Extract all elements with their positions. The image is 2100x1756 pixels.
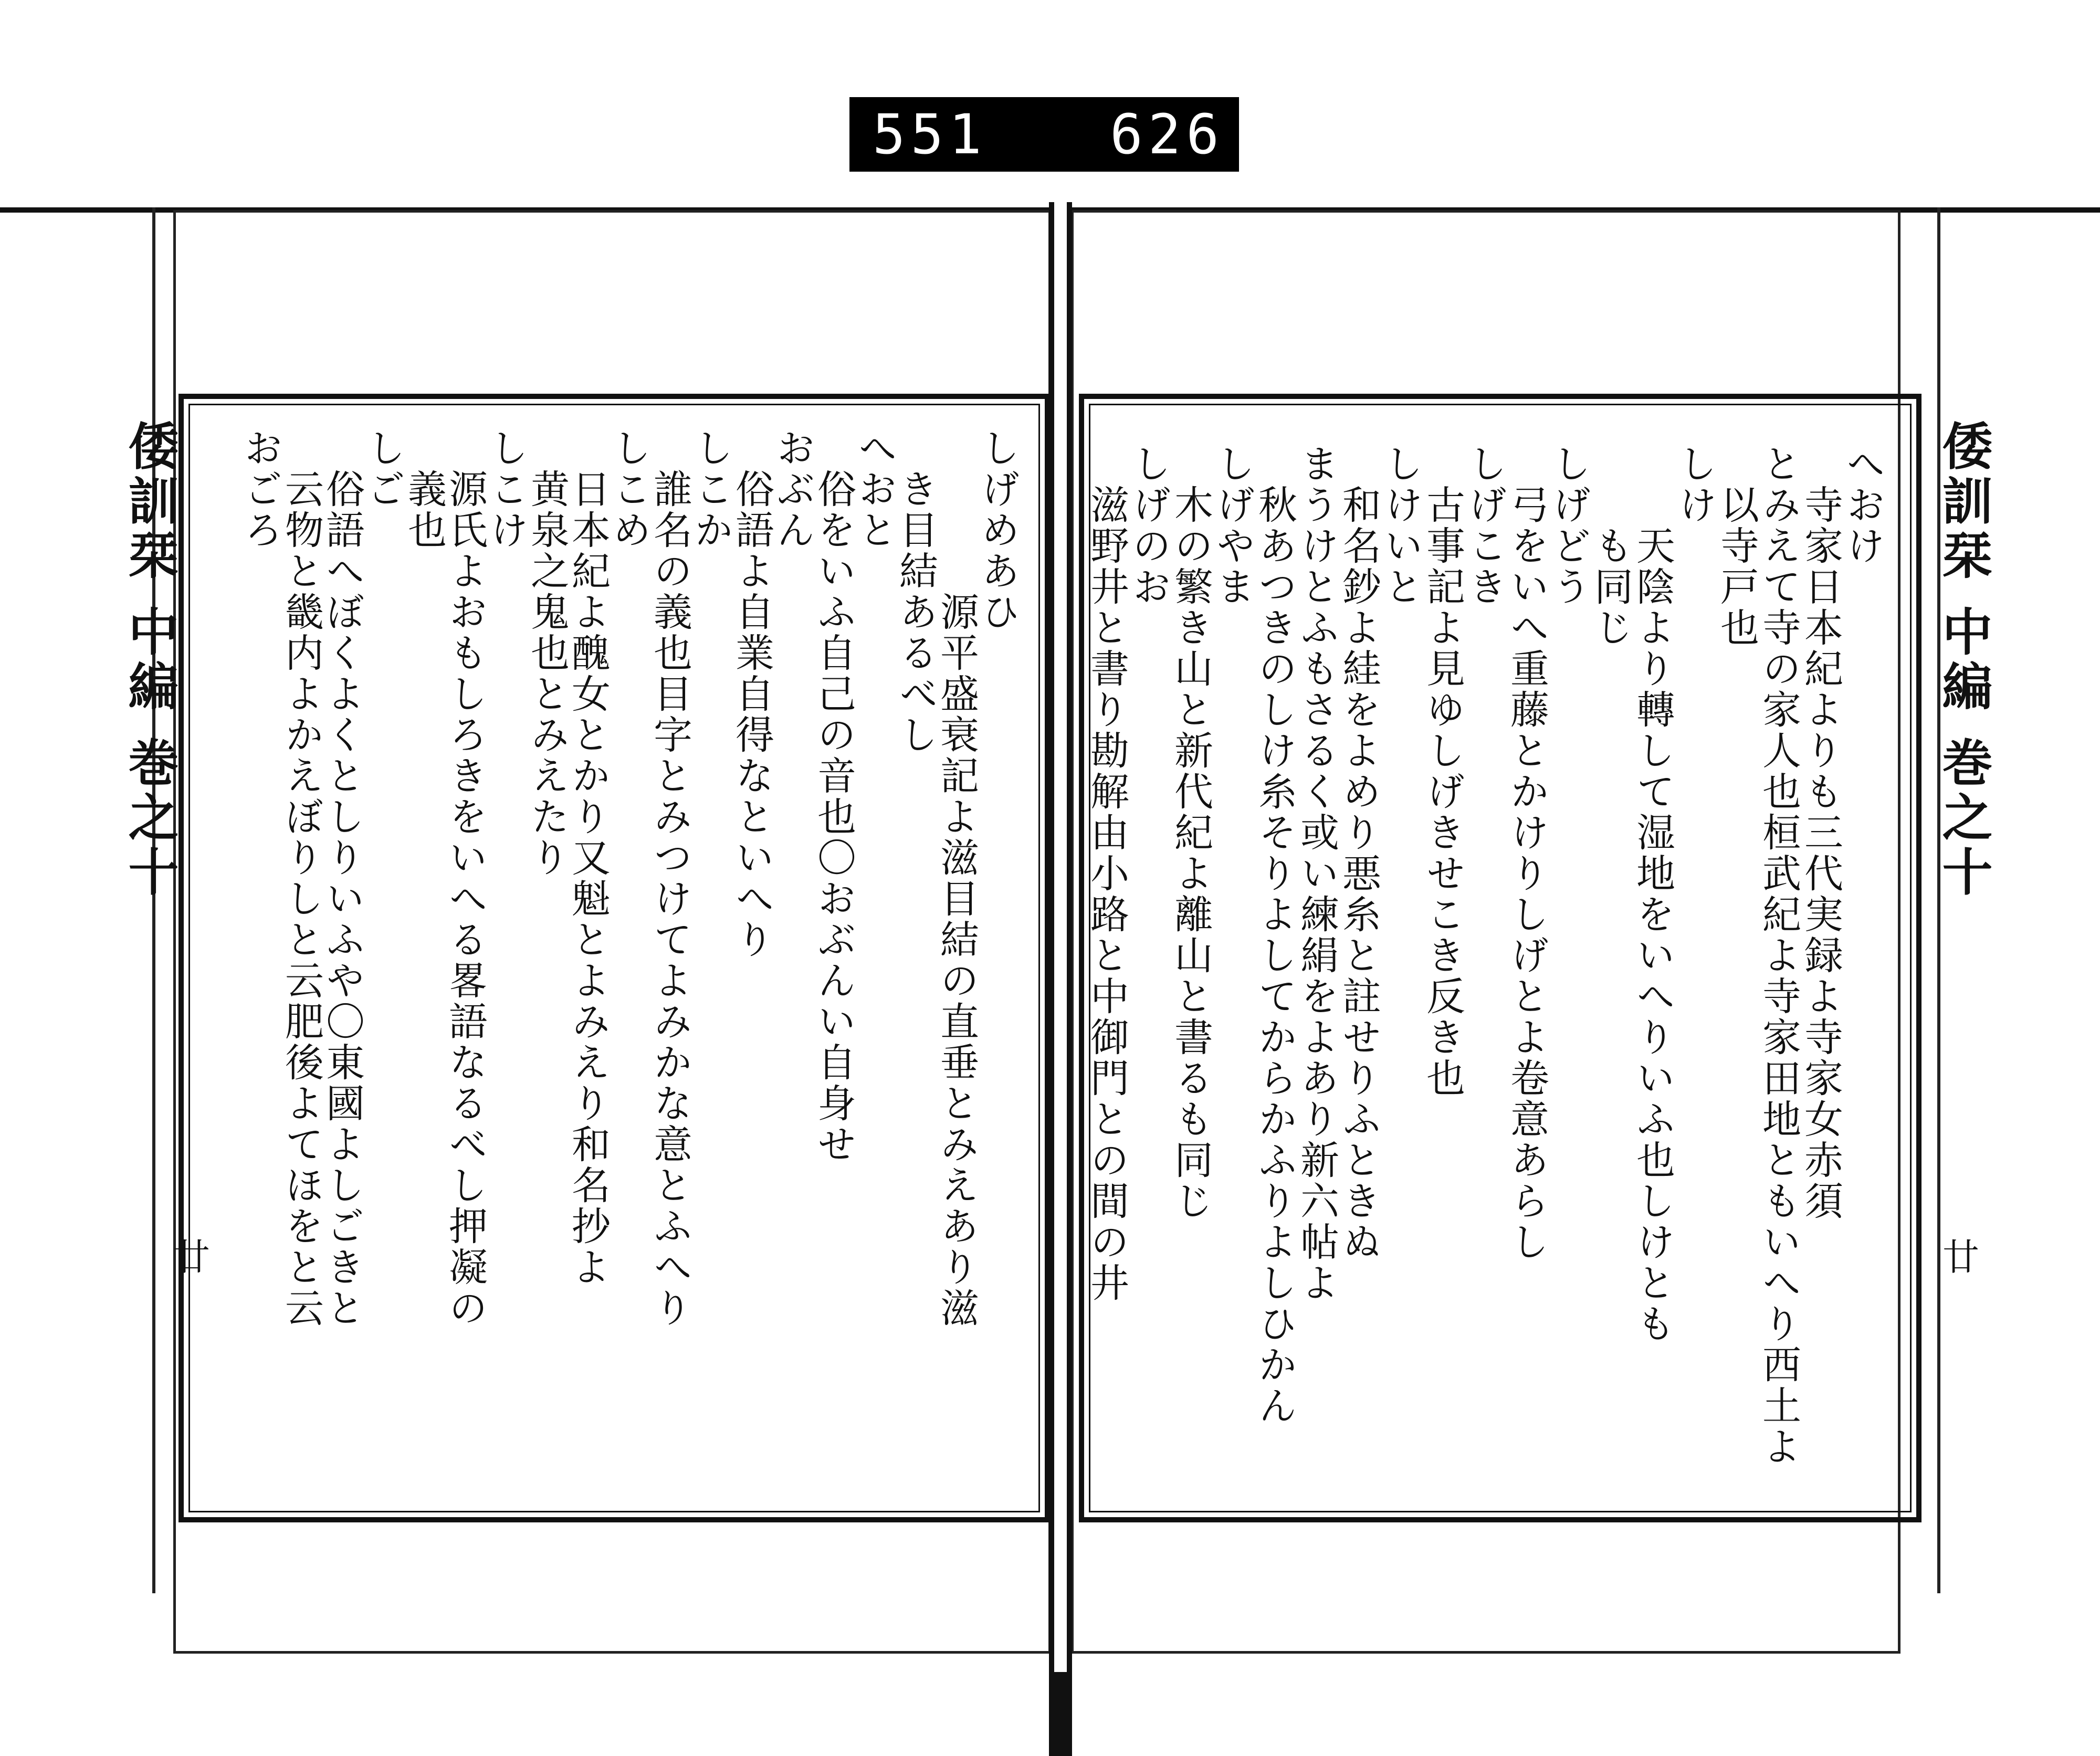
text-column: しげどう bbox=[1546, 444, 1591, 607]
right-leaf-edge bbox=[1937, 207, 1940, 1593]
right-fold-mark: 廿 bbox=[1942, 1236, 1979, 1279]
text-column: 云物と畿内よかえぼりしと云肥後よてほをと云 bbox=[279, 428, 324, 1329]
text-column: 源氏よおもしろきをいへる畧語なるべし押凝の bbox=[443, 428, 488, 1329]
text-column: しこけ bbox=[484, 428, 529, 551]
text-column: 誰名の義也目字とみつけてよみかな意とふへり bbox=[647, 428, 692, 1329]
text-column: き目結あるべし bbox=[893, 428, 938, 755]
left-leaf-edge bbox=[152, 207, 155, 1593]
text-column: しげめあひ bbox=[975, 428, 1020, 633]
text-column: 滋野井と書り勘解由小路と中御門との間の井 bbox=[1084, 444, 1129, 1303]
left-fold-mark: 廿 bbox=[173, 1236, 210, 1279]
text-column: 俗をいふ自己の音也〇おぶんい自身せ bbox=[811, 428, 856, 1165]
text-column: とみえて寺の家人也桓武紀よ寺家田地ともいへり西土よ bbox=[1756, 444, 1801, 1467]
text-column: 弓をいへ重藤とかけりしげとよ卷意あらし bbox=[1504, 444, 1549, 1263]
catalog-number-right: 626 bbox=[1110, 102, 1224, 166]
text-column: しげこき bbox=[1462, 444, 1507, 607]
text-column: しげやま bbox=[1210, 444, 1255, 607]
text-column: 日本紀よ醜女とかり又魁とよみえり和名抄よ bbox=[565, 428, 611, 1288]
text-column: しけいと bbox=[1378, 444, 1423, 607]
text-column: しこか bbox=[688, 428, 733, 551]
text-column: しこめ bbox=[606, 428, 652, 551]
catalog-label bbox=[849, 97, 1239, 172]
text-column: おごろ bbox=[238, 428, 283, 551]
catalog-number-left: 551 bbox=[873, 102, 987, 166]
text-column: おぶん bbox=[770, 428, 815, 551]
text-column: 寺家日本紀よりも三代実録よ寺家女赤須 bbox=[1798, 444, 1843, 1222]
text-column: へおと bbox=[852, 428, 897, 551]
text-column: しげのお bbox=[1126, 444, 1171, 607]
text-column: も同じ bbox=[1588, 444, 1633, 648]
text-column: しご bbox=[361, 428, 406, 510]
text-column: 和名鈔よ絓をよめり悪糸と註せりふときぬ bbox=[1336, 444, 1381, 1263]
text-column: 天陰より轉して湿地をいへりいふ也しけとも bbox=[1630, 444, 1675, 1344]
text-column: 木の繁き山と新代紀よ離山と書るも同じ bbox=[1168, 444, 1213, 1222]
right-page-heading: 倭訓栞 中編 巻之十 bbox=[1934, 420, 1993, 900]
left-page-heading: 倭訓栞 中編 巻之十 bbox=[120, 420, 180, 900]
text-column: 俗語よ自業自得なといへり bbox=[729, 428, 774, 960]
text-column: 古事記よ見ゆしげきせこき反き也 bbox=[1420, 444, 1465, 1099]
text-column: 秋あつきのしけ糸そりよしてからかふりよしひかん bbox=[1252, 444, 1297, 1426]
text-column: 俗語へぼくよくとしりいふや〇東國よしごきと bbox=[320, 428, 365, 1329]
text-column: 黄泉之鬼也とみえたり bbox=[524, 428, 570, 878]
text-column: 義也 bbox=[402, 428, 447, 551]
text-column: 源平盛衰記よ滋目結の直垂とみえあり滋 bbox=[934, 428, 979, 1329]
text-column: 以寺戸也 bbox=[1714, 444, 1759, 648]
text-column: まうけとふもさるく或い練絹をよあり新六帖よ bbox=[1294, 444, 1339, 1303]
text-column: しけ bbox=[1672, 444, 1717, 525]
book-gutter bbox=[1054, 202, 1067, 1672]
text-column: へおけ bbox=[1840, 444, 1885, 566]
